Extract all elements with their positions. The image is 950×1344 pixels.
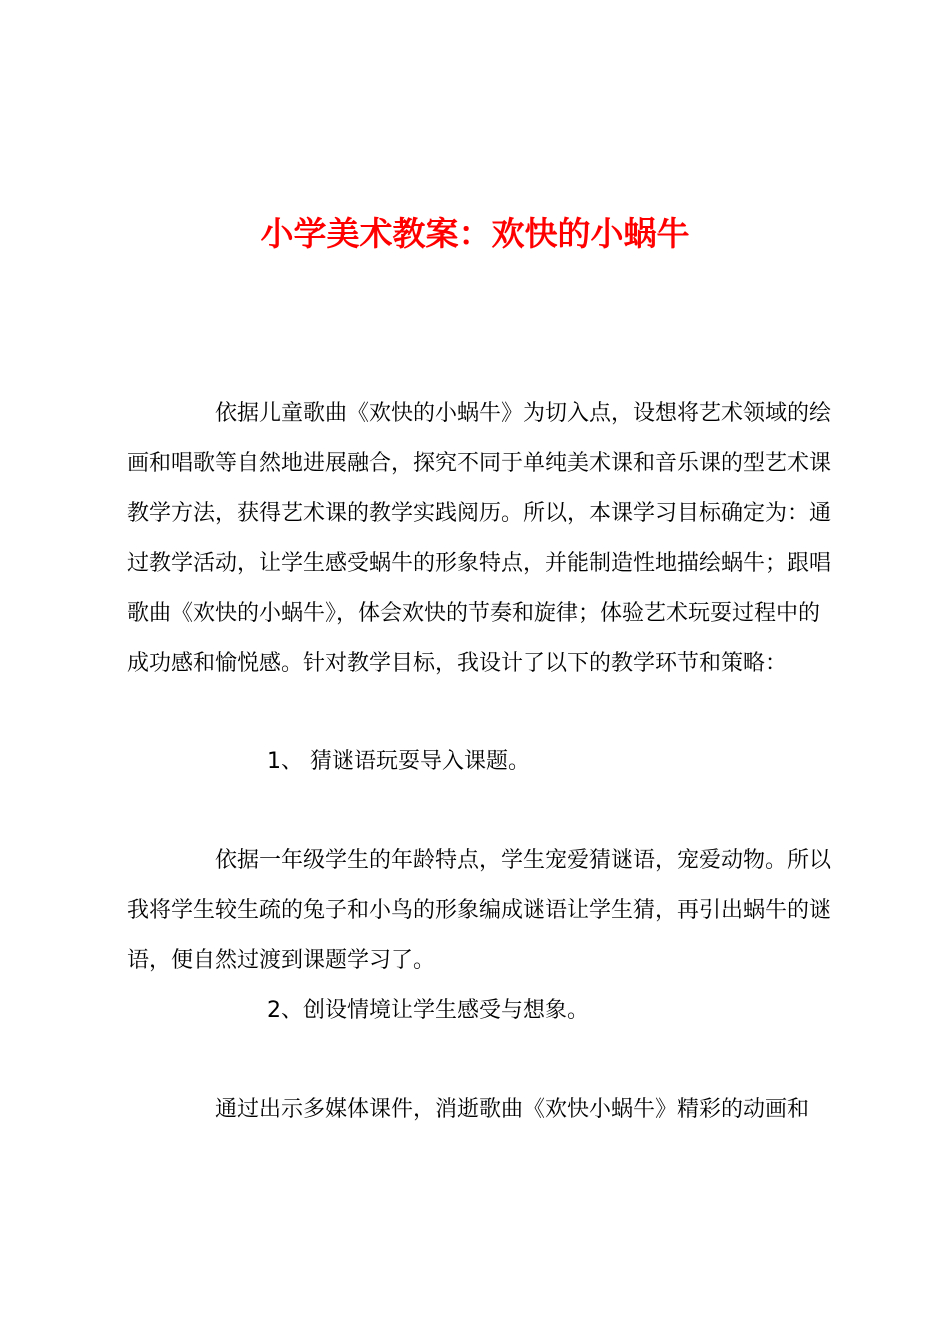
- heading-text: 2、创设情境让学生感受与想象。: [267, 998, 589, 1023]
- paragraph-riddle: [127, 836, 833, 986]
- paragraph-text: 依据儿童歌曲《欢快的小蜗牛》为切入点，设想将艺术领域的绘画和唱歌等自然地进展融合，探究不同于单纯美术课和音乐课的型艺术课教学方法，获得艺术课的教学实践阅历。所以，本课学习目标确定为：通过教学活动，让学生感受蜗牛的形象特点，并能制造性地描绘蜗牛；跟唱歌曲《欢快的小蜗牛》，体会欢快的节奏和旋律；体验艺术玩耍过程中的成功感和愉悦感。针对教学目标，我设计了以下的教学环节和策略：: [127, 401, 832, 676]
- paragraph-text: 依据一年级学生的年龄特点，学生宠爱猜谜语，宠爱动物。所以我将学生较生疏的兔子和小鸟的形象编成谜语让学生猜，再引出蜗牛的谜语，便自然过渡到课题学习了。: [127, 848, 832, 973]
- section-heading-1: [127, 737, 833, 787]
- heading-text: 1、 猜谜语玩耍导入课题。: [267, 749, 530, 774]
- section-heading-2: [127, 986, 833, 1036]
- document-title: 小学美术教案：欢快的小蜗牛: [260, 214, 690, 253]
- paragraph-multimedia: [127, 1085, 833, 1135]
- paragraph-text: 通过出示多媒体课件，消逝歌曲《欢快小蜗牛》精彩的动画和: [215, 1097, 810, 1122]
- paragraph-intro: [127, 389, 833, 689]
